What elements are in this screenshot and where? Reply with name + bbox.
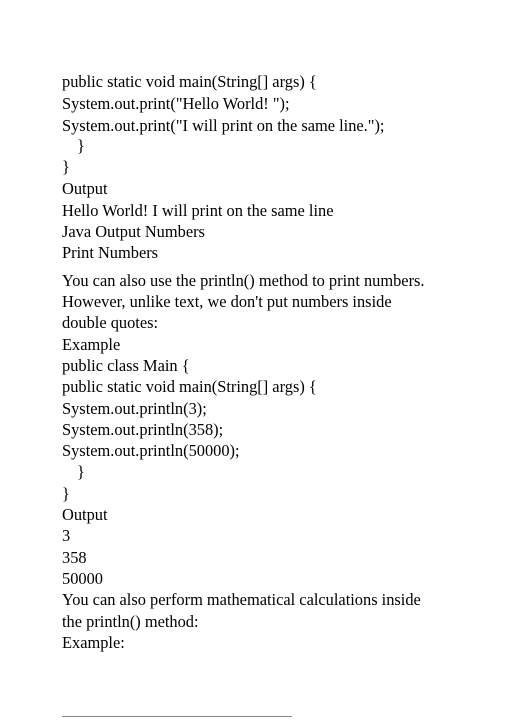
paragraph-line: double quotes: <box>62 313 159 332</box>
code-line: System.out.println(50000); <box>62 441 240 460</box>
paragraph-line: You can also perform mathematical calculations inside <box>62 590 421 609</box>
code-line: public class Main { <box>62 356 190 375</box>
code-line: System.out.print("Hello World! "); <box>62 94 290 113</box>
example-label: Example <box>62 335 121 354</box>
example-label: Example: <box>62 633 125 652</box>
code-line: System.out.println(358); <box>62 420 224 439</box>
code-line: public static void main(String[] args) { <box>62 72 317 91</box>
code-line: public static void main(String[] args) { <box>62 377 317 396</box>
output-label: Output <box>62 179 108 198</box>
section-heading: Java Output Numbers <box>62 222 205 241</box>
code-line: } <box>77 462 85 481</box>
output-text: Hello World! I will print on the same line <box>62 201 334 220</box>
output-value: 50000 <box>62 569 103 588</box>
code-line: } <box>62 157 70 176</box>
output-value: 3 <box>62 526 71 545</box>
output-value: 358 <box>62 548 87 567</box>
code-line: System.out.println(3); <box>62 399 207 418</box>
section-subheading: Print Numbers <box>62 243 159 262</box>
paragraph-line: You can also use the println() method to print numbers. <box>62 271 425 290</box>
paragraph-line: However, unlike text, we don't put numbers inside <box>62 292 392 311</box>
code-line: System.out.print("I will print on the same line."); <box>62 116 385 135</box>
output-label: Output <box>62 505 108 524</box>
code-line: } <box>62 484 70 503</box>
paragraph-line: the println() method: <box>62 612 199 631</box>
code-line: } <box>77 136 85 155</box>
footnote-divider <box>62 716 292 717</box>
